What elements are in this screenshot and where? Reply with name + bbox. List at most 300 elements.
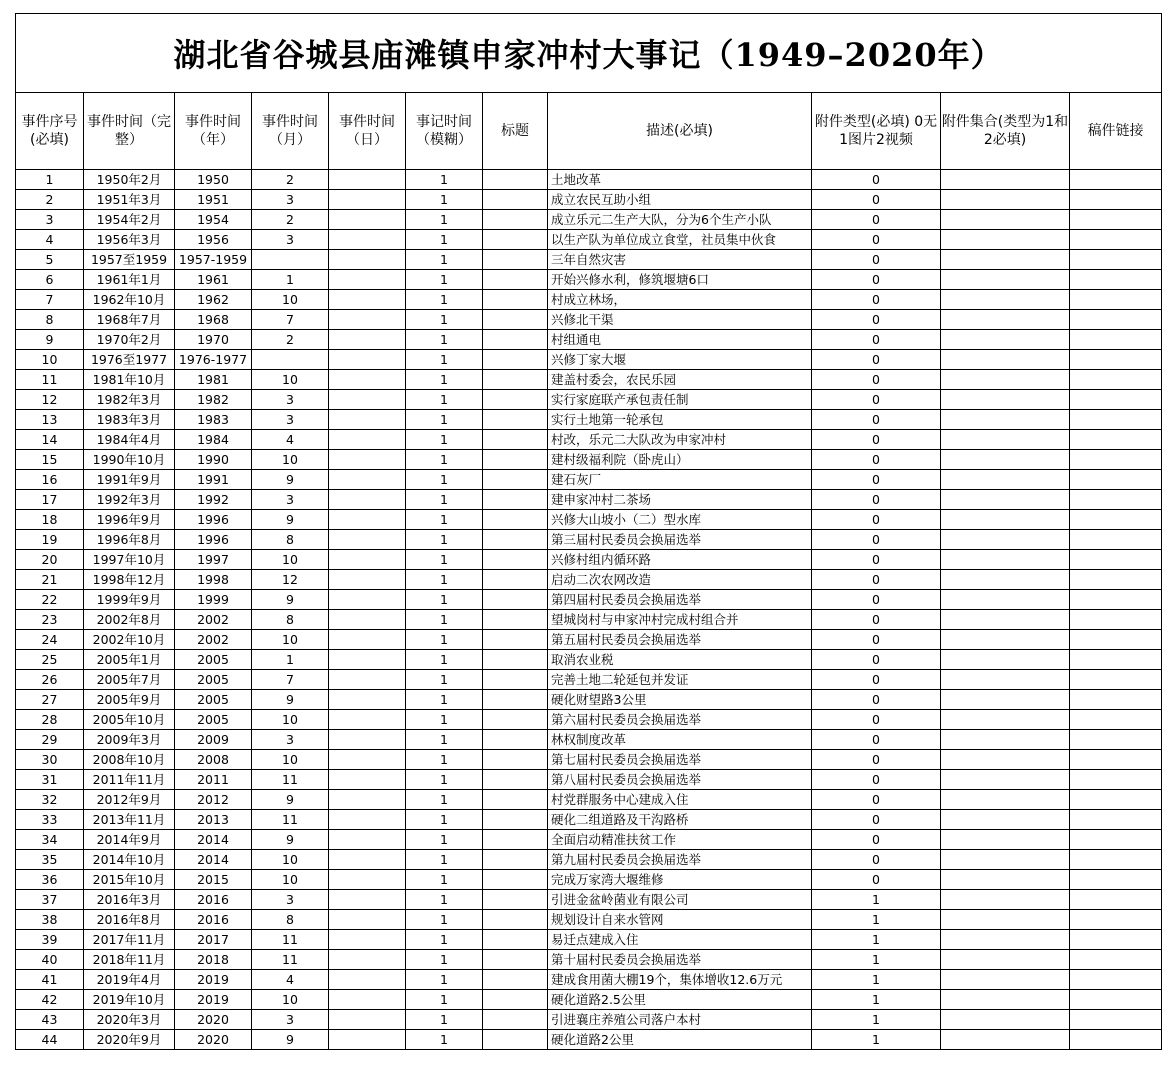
cell-month[interactable]: 2	[252, 330, 329, 350]
cell-seq[interactable]: 30	[16, 750, 84, 770]
cell-seq[interactable]: 3	[16, 210, 84, 230]
cell-year[interactable]: 2008	[175, 750, 252, 770]
cell-full-time[interactable]: 2002年8月	[84, 610, 175, 630]
cell-description[interactable]: 建石灰厂	[548, 470, 812, 490]
col-header-full-time[interactable]: 事件时间（完整）	[84, 93, 175, 170]
cell-full-time[interactable]: 1999年9月	[84, 590, 175, 610]
cell-seq[interactable]: 37	[16, 890, 84, 910]
cell-fuzzy[interactable]: 1	[406, 730, 483, 750]
cell-attachment-set[interactable]	[941, 690, 1070, 710]
cell-fuzzy[interactable]: 1	[406, 610, 483, 630]
cell-attachment-set[interactable]	[941, 990, 1070, 1010]
cell-day[interactable]	[329, 590, 406, 610]
cell-month[interactable]: 11	[252, 810, 329, 830]
cell-description[interactable]: 开始兴修水利，修筑堰塘6口	[548, 270, 812, 290]
cell-attachment-type[interactable]: 0	[812, 590, 941, 610]
cell-description[interactable]: 第四届村民委员会换届选举	[548, 590, 812, 610]
cell-month[interactable]: 11	[252, 930, 329, 950]
cell-link[interactable]	[1070, 330, 1162, 350]
cell-fuzzy[interactable]: 1	[406, 1030, 483, 1050]
cell-description[interactable]: 土地改革	[548, 170, 812, 190]
cell-attachment-set[interactable]	[941, 590, 1070, 610]
cell-title[interactable]	[483, 270, 548, 290]
cell-attachment-set[interactable]	[941, 870, 1070, 890]
cell-day[interactable]	[329, 990, 406, 1010]
cell-attachment-type[interactable]: 0	[812, 850, 941, 870]
cell-day[interactable]	[329, 290, 406, 310]
cell-description[interactable]: 启动二次农网改造	[548, 570, 812, 590]
cell-description[interactable]: 第八届村民委员会换届选举	[548, 770, 812, 790]
cell-full-time[interactable]: 2005年7月	[84, 670, 175, 690]
cell-attachment-set[interactable]	[941, 630, 1070, 650]
cell-month[interactable]: 10	[252, 990, 329, 1010]
cell-title[interactable]	[483, 930, 548, 950]
cell-attachment-type[interactable]: 1	[812, 970, 941, 990]
cell-month[interactable]: 9	[252, 790, 329, 810]
cell-month[interactable]: 10	[252, 550, 329, 570]
cell-fuzzy[interactable]: 1	[406, 190, 483, 210]
cell-year[interactable]: 2009	[175, 730, 252, 750]
cell-title[interactable]	[483, 610, 548, 630]
cell-full-time[interactable]: 2009年3月	[84, 730, 175, 750]
cell-title[interactable]	[483, 450, 548, 470]
cell-seq[interactable]: 40	[16, 950, 84, 970]
cell-description[interactable]: 取消农业税	[548, 650, 812, 670]
cell-seq[interactable]: 35	[16, 850, 84, 870]
cell-title[interactable]	[483, 230, 548, 250]
cell-link[interactable]	[1070, 690, 1162, 710]
cell-fuzzy[interactable]: 1	[406, 250, 483, 270]
cell-day[interactable]	[329, 390, 406, 410]
cell-year[interactable]: 2014	[175, 830, 252, 850]
cell-full-time[interactable]: 1998年12月	[84, 570, 175, 590]
cell-link[interactable]	[1070, 350, 1162, 370]
cell-year[interactable]: 1957-1959	[175, 250, 252, 270]
col-header-month[interactable]: 事件时间（月）	[252, 93, 329, 170]
cell-seq[interactable]: 11	[16, 370, 84, 390]
cell-month[interactable]: 4	[252, 430, 329, 450]
cell-fuzzy[interactable]: 1	[406, 390, 483, 410]
cell-title[interactable]	[483, 1010, 548, 1030]
cell-day[interactable]	[329, 490, 406, 510]
cell-attachment-type[interactable]: 0	[812, 490, 941, 510]
cell-fuzzy[interactable]: 1	[406, 470, 483, 490]
cell-month[interactable]: 3	[252, 410, 329, 430]
cell-attachment-set[interactable]	[941, 910, 1070, 930]
cell-month[interactable]: 1	[252, 650, 329, 670]
cell-day[interactable]	[329, 790, 406, 810]
cell-seq[interactable]: 33	[16, 810, 84, 830]
cell-month[interactable]: 10	[252, 630, 329, 650]
cell-month[interactable]: 11	[252, 770, 329, 790]
col-header-seq[interactable]: 事件序号(必填)	[16, 93, 84, 170]
cell-title[interactable]	[483, 510, 548, 530]
cell-link[interactable]	[1070, 490, 1162, 510]
cell-fuzzy[interactable]: 1	[406, 890, 483, 910]
cell-full-time[interactable]: 2002年10月	[84, 630, 175, 650]
cell-seq[interactable]: 29	[16, 730, 84, 750]
cell-full-time[interactable]: 2016年3月	[84, 890, 175, 910]
cell-attachment-type[interactable]: 0	[812, 250, 941, 270]
cell-link[interactable]	[1070, 210, 1162, 230]
cell-day[interactable]	[329, 310, 406, 330]
cell-year[interactable]: 1950	[175, 170, 252, 190]
cell-description[interactable]: 硬化二组道路及干沟路桥	[548, 810, 812, 830]
cell-day[interactable]	[329, 910, 406, 930]
cell-attachment-type[interactable]: 0	[812, 330, 941, 350]
cell-month[interactable]: 8	[252, 910, 329, 930]
cell-description[interactable]: 兴修北干渠	[548, 310, 812, 330]
col-header-attachment-type[interactable]: 附件类型(必填) 0无1图片2视频	[812, 93, 941, 170]
cell-full-time[interactable]: 2019年10月	[84, 990, 175, 1010]
cell-seq[interactable]: 41	[16, 970, 84, 990]
cell-day[interactable]	[329, 630, 406, 650]
cell-attachment-set[interactable]	[941, 370, 1070, 390]
cell-year[interactable]: 2005	[175, 690, 252, 710]
cell-full-time[interactable]: 1961年1月	[84, 270, 175, 290]
cell-day[interactable]	[329, 410, 406, 430]
cell-description[interactable]: 全面启动精准扶贫工作	[548, 830, 812, 850]
cell-full-time[interactable]: 1982年3月	[84, 390, 175, 410]
cell-link[interactable]	[1070, 1030, 1162, 1050]
cell-attachment-type[interactable]: 0	[812, 670, 941, 690]
cell-attachment-set[interactable]	[941, 1030, 1070, 1050]
cell-attachment-set[interactable]	[941, 530, 1070, 550]
cell-year[interactable]: 1962	[175, 290, 252, 310]
cell-fuzzy[interactable]: 1	[406, 350, 483, 370]
cell-link[interactable]	[1070, 970, 1162, 990]
cell-description[interactable]: 兴修丁家大堰	[548, 350, 812, 370]
cell-attachment-type[interactable]: 0	[812, 230, 941, 250]
cell-full-time[interactable]: 1984年4月	[84, 430, 175, 450]
cell-full-time[interactable]: 2015年10月	[84, 870, 175, 890]
cell-title[interactable]	[483, 210, 548, 230]
cell-month[interactable]	[252, 350, 329, 370]
cell-attachment-type[interactable]: 0	[812, 630, 941, 650]
cell-description[interactable]: 成立乐元二生产大队，分为6个生产小队	[548, 210, 812, 230]
cell-seq[interactable]: 38	[16, 910, 84, 930]
cell-attachment-type[interactable]: 0	[812, 290, 941, 310]
cell-title[interactable]	[483, 190, 548, 210]
cell-description[interactable]: 村成立林场，	[548, 290, 812, 310]
cell-month[interactable]: 10	[252, 850, 329, 870]
cell-fuzzy[interactable]: 1	[406, 430, 483, 450]
cell-full-time[interactable]: 1992年3月	[84, 490, 175, 510]
cell-link[interactable]	[1070, 570, 1162, 590]
cell-full-time[interactable]: 1976至1977	[84, 350, 175, 370]
cell-title[interactable]	[483, 1030, 548, 1050]
cell-title[interactable]	[483, 790, 548, 810]
cell-year[interactable]: 1996	[175, 530, 252, 550]
cell-year[interactable]: 1970	[175, 330, 252, 350]
cell-full-time[interactable]: 2008年10月	[84, 750, 175, 770]
cell-link[interactable]	[1070, 190, 1162, 210]
cell-title[interactable]	[483, 830, 548, 850]
cell-year[interactable]: 2002	[175, 630, 252, 650]
cell-month[interactable]: 4	[252, 970, 329, 990]
cell-year[interactable]: 1961	[175, 270, 252, 290]
cell-attachment-type[interactable]: 1	[812, 990, 941, 1010]
cell-fuzzy[interactable]: 1	[406, 950, 483, 970]
cell-attachment-set[interactable]	[941, 450, 1070, 470]
cell-seq[interactable]: 19	[16, 530, 84, 550]
cell-attachment-set[interactable]	[941, 310, 1070, 330]
cell-month[interactable]: 10	[252, 290, 329, 310]
cell-attachment-type[interactable]: 0	[812, 710, 941, 730]
cell-day[interactable]	[329, 670, 406, 690]
cell-title[interactable]	[483, 330, 548, 350]
cell-month[interactable]: 9	[252, 1030, 329, 1050]
cell-fuzzy[interactable]: 1	[406, 670, 483, 690]
cell-fuzzy[interactable]: 1	[406, 1010, 483, 1030]
cell-full-time[interactable]: 1956年3月	[84, 230, 175, 250]
cell-attachment-type[interactable]: 0	[812, 570, 941, 590]
cell-attachment-set[interactable]	[941, 850, 1070, 870]
cell-description[interactable]: 第三届村民委员会换届选举	[548, 530, 812, 550]
cell-description[interactable]: 建申家冲村二茶场	[548, 490, 812, 510]
cell-attachment-type[interactable]: 0	[812, 270, 941, 290]
cell-day[interactable]	[329, 970, 406, 990]
cell-month[interactable]: 7	[252, 310, 329, 330]
cell-year[interactable]: 2015	[175, 870, 252, 890]
cell-year[interactable]: 1983	[175, 410, 252, 430]
cell-description[interactable]: 望城岗村与申家冲村完成村组合并	[548, 610, 812, 630]
cell-title[interactable]	[483, 170, 548, 190]
cell-month[interactable]: 3	[252, 730, 329, 750]
cell-attachment-set[interactable]	[941, 510, 1070, 530]
cell-fuzzy[interactable]: 1	[406, 790, 483, 810]
cell-attachment-type[interactable]: 0	[812, 750, 941, 770]
cell-link[interactable]	[1070, 650, 1162, 670]
cell-link[interactable]	[1070, 950, 1162, 970]
cell-title[interactable]	[483, 570, 548, 590]
cell-seq[interactable]: 8	[16, 310, 84, 330]
cell-day[interactable]	[329, 250, 406, 270]
cell-day[interactable]	[329, 610, 406, 630]
cell-title[interactable]	[483, 590, 548, 610]
cell-seq[interactable]: 24	[16, 630, 84, 650]
cell-attachment-set[interactable]	[941, 750, 1070, 770]
cell-description[interactable]: 实行土地第一轮承包	[548, 410, 812, 430]
cell-link[interactable]	[1070, 290, 1162, 310]
cell-full-time[interactable]: 1962年10月	[84, 290, 175, 310]
cell-link[interactable]	[1070, 470, 1162, 490]
cell-attachment-set[interactable]	[941, 610, 1070, 630]
cell-year[interactable]: 1968	[175, 310, 252, 330]
cell-seq[interactable]: 6	[16, 270, 84, 290]
cell-year[interactable]: 2018	[175, 950, 252, 970]
cell-day[interactable]	[329, 870, 406, 890]
cell-attachment-set[interactable]	[941, 290, 1070, 310]
cell-year[interactable]: 2020	[175, 1010, 252, 1030]
cell-fuzzy[interactable]: 1	[406, 870, 483, 890]
cell-day[interactable]	[329, 1010, 406, 1030]
cell-seq[interactable]: 13	[16, 410, 84, 430]
cell-fuzzy[interactable]: 1	[406, 910, 483, 930]
cell-day[interactable]	[329, 890, 406, 910]
cell-fuzzy[interactable]: 1	[406, 270, 483, 290]
cell-attachment-type[interactable]: 1	[812, 890, 941, 910]
cell-day[interactable]	[329, 950, 406, 970]
cell-fuzzy[interactable]: 1	[406, 290, 483, 310]
cell-link[interactable]	[1070, 790, 1162, 810]
cell-attachment-type[interactable]: 1	[812, 930, 941, 950]
cell-link[interactable]	[1070, 230, 1162, 250]
sheet-title[interactable]: 湖北省谷城县庙滩镇申家冲村大事记（1949–2020年）	[16, 14, 1162, 93]
cell-year[interactable]: 2016	[175, 910, 252, 930]
cell-title[interactable]	[483, 690, 548, 710]
cell-fuzzy[interactable]: 1	[406, 550, 483, 570]
cell-month[interactable]: 12	[252, 570, 329, 590]
cell-link[interactable]	[1070, 990, 1162, 1010]
cell-attachment-type[interactable]: 0	[812, 170, 941, 190]
cell-full-time[interactable]: 2011年11月	[84, 770, 175, 790]
cell-link[interactable]	[1070, 550, 1162, 570]
cell-month[interactable]: 9	[252, 470, 329, 490]
cell-title[interactable]	[483, 250, 548, 270]
cell-full-time[interactable]: 2018年11月	[84, 950, 175, 970]
cell-link[interactable]	[1070, 530, 1162, 550]
cell-full-time[interactable]: 1991年9月	[84, 470, 175, 490]
cell-month[interactable]: 10	[252, 450, 329, 470]
cell-fuzzy[interactable]: 1	[406, 490, 483, 510]
cell-attachment-type[interactable]: 0	[812, 550, 941, 570]
cell-seq[interactable]: 20	[16, 550, 84, 570]
cell-attachment-type[interactable]: 0	[812, 530, 941, 550]
cell-attachment-type[interactable]: 0	[812, 770, 941, 790]
col-header-title[interactable]: 标题	[483, 93, 548, 170]
cell-full-time[interactable]: 2005年1月	[84, 650, 175, 670]
cell-full-time[interactable]: 1950年2月	[84, 170, 175, 190]
cell-attachment-set[interactable]	[941, 410, 1070, 430]
cell-day[interactable]	[329, 750, 406, 770]
cell-description[interactable]: 引进襄庄养殖公司落户本村	[548, 1010, 812, 1030]
cell-attachment-type[interactable]: 0	[812, 210, 941, 230]
cell-attachment-type[interactable]: 0	[812, 650, 941, 670]
cell-fuzzy[interactable]: 1	[406, 410, 483, 430]
cell-seq[interactable]: 10	[16, 350, 84, 370]
cell-description[interactable]: 第七届村民委员会换届选举	[548, 750, 812, 770]
cell-full-time[interactable]: 2005年10月	[84, 710, 175, 730]
cell-description[interactable]: 兴修村组内循环路	[548, 550, 812, 570]
cell-title[interactable]	[483, 950, 548, 970]
cell-day[interactable]	[329, 550, 406, 570]
cell-fuzzy[interactable]: 1	[406, 510, 483, 530]
cell-link[interactable]	[1070, 890, 1162, 910]
cell-link[interactable]	[1070, 390, 1162, 410]
cell-attachment-set[interactable]	[941, 770, 1070, 790]
cell-attachment-type[interactable]: 0	[812, 790, 941, 810]
cell-year[interactable]: 2013	[175, 810, 252, 830]
cell-year[interactable]: 2012	[175, 790, 252, 810]
cell-description[interactable]: 建盖村委会，农民乐园	[548, 370, 812, 390]
cell-full-time[interactable]: 1968年7月	[84, 310, 175, 330]
cell-title[interactable]	[483, 970, 548, 990]
cell-seq[interactable]: 2	[16, 190, 84, 210]
cell-link[interactable]	[1070, 830, 1162, 850]
cell-title[interactable]	[483, 890, 548, 910]
cell-full-time[interactable]: 2014年9月	[84, 830, 175, 850]
cell-year[interactable]: 2005	[175, 650, 252, 670]
cell-description[interactable]: 实行家庭联产承包责任制	[548, 390, 812, 410]
cell-month[interactable]: 2	[252, 170, 329, 190]
cell-attachment-set[interactable]	[941, 250, 1070, 270]
cell-attachment-set[interactable]	[941, 830, 1070, 850]
cell-title[interactable]	[483, 910, 548, 930]
cell-seq[interactable]: 4	[16, 230, 84, 250]
cell-year[interactable]: 1981	[175, 370, 252, 390]
cell-day[interactable]	[329, 650, 406, 670]
cell-month[interactable]: 9	[252, 510, 329, 530]
cell-seq[interactable]: 36	[16, 870, 84, 890]
cell-full-time[interactable]: 1981年10月	[84, 370, 175, 390]
cell-day[interactable]	[329, 830, 406, 850]
cell-description[interactable]: 兴修大山坡小（二）型水库	[548, 510, 812, 530]
cell-day[interactable]	[329, 850, 406, 870]
cell-link[interactable]	[1070, 170, 1162, 190]
cell-seq[interactable]: 15	[16, 450, 84, 470]
cell-title[interactable]	[483, 490, 548, 510]
cell-attachment-type[interactable]: 0	[812, 190, 941, 210]
col-header-day[interactable]: 事件时间（日）	[329, 93, 406, 170]
cell-month[interactable]	[252, 250, 329, 270]
cell-seq[interactable]: 25	[16, 650, 84, 670]
cell-day[interactable]	[329, 570, 406, 590]
cell-title[interactable]	[483, 350, 548, 370]
cell-fuzzy[interactable]: 1	[406, 650, 483, 670]
cell-attachment-set[interactable]	[941, 170, 1070, 190]
cell-year[interactable]: 1954	[175, 210, 252, 230]
cell-description[interactable]: 林权制度改革	[548, 730, 812, 750]
cell-year[interactable]: 2005	[175, 670, 252, 690]
cell-day[interactable]	[329, 210, 406, 230]
cell-full-time[interactable]: 1990年10月	[84, 450, 175, 470]
cell-month[interactable]: 3	[252, 190, 329, 210]
cell-seq[interactable]: 14	[16, 430, 84, 450]
cell-full-time[interactable]: 1996年8月	[84, 530, 175, 550]
cell-full-time[interactable]: 1983年3月	[84, 410, 175, 430]
cell-year[interactable]: 1998	[175, 570, 252, 590]
cell-title[interactable]	[483, 990, 548, 1010]
cell-day[interactable]	[329, 530, 406, 550]
cell-seq[interactable]: 16	[16, 470, 84, 490]
cell-month[interactable]: 10	[252, 750, 329, 770]
cell-month[interactable]: 8	[252, 530, 329, 550]
cell-fuzzy[interactable]: 1	[406, 770, 483, 790]
cell-seq[interactable]: 23	[16, 610, 84, 630]
cell-fuzzy[interactable]: 1	[406, 710, 483, 730]
cell-seq[interactable]: 39	[16, 930, 84, 950]
cell-seq[interactable]: 18	[16, 510, 84, 530]
cell-year[interactable]: 2011	[175, 770, 252, 790]
cell-link[interactable]	[1070, 430, 1162, 450]
cell-attachment-type[interactable]: 1	[812, 1010, 941, 1030]
cell-attachment-type[interactable]: 0	[812, 870, 941, 890]
cell-day[interactable]	[329, 450, 406, 470]
cell-attachment-type[interactable]: 0	[812, 370, 941, 390]
cell-attachment-type[interactable]: 0	[812, 810, 941, 830]
cell-link[interactable]	[1070, 270, 1162, 290]
col-header-description[interactable]: 描述(必填)	[548, 93, 812, 170]
cell-full-time[interactable]: 2013年11月	[84, 810, 175, 830]
cell-fuzzy[interactable]: 1	[406, 750, 483, 770]
cell-seq[interactable]: 17	[16, 490, 84, 510]
cell-full-time[interactable]: 2019年4月	[84, 970, 175, 990]
cell-month[interactable]: 9	[252, 690, 329, 710]
cell-attachment-set[interactable]	[941, 490, 1070, 510]
cell-title[interactable]	[483, 850, 548, 870]
col-header-link[interactable]: 稿件链接	[1070, 93, 1162, 170]
